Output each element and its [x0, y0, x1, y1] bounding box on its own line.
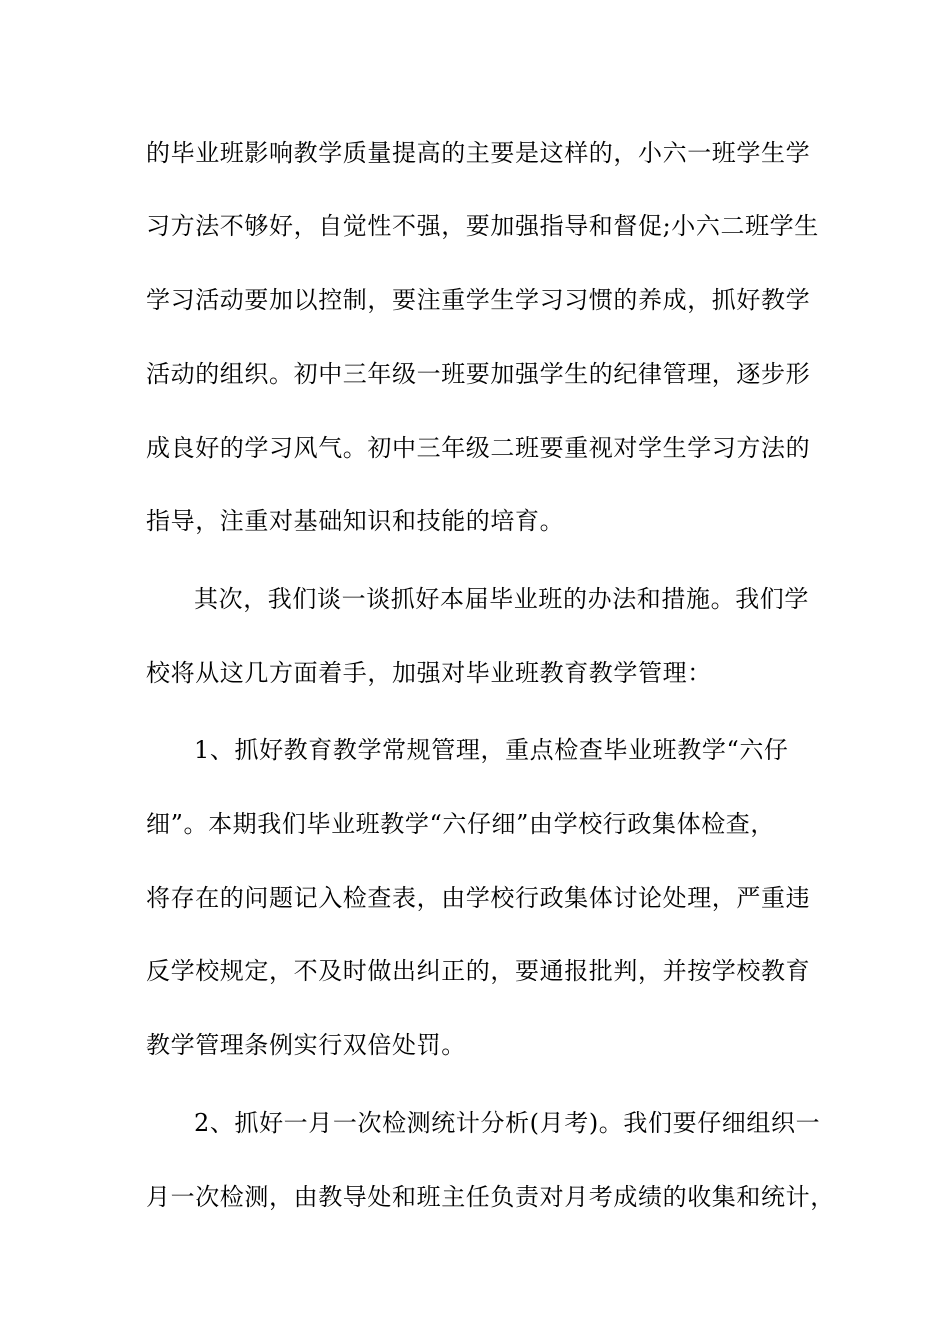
body-text-line: 细”。本期我们毕业班教学“六仔细”由学校行政集体检查，: [146, 810, 776, 838]
body-text-line: 月一次检测，由教导处和班主任负责对月考成绩的收集和统计，: [146, 1183, 835, 1211]
body-text-line: 校将从这几方面着手，加强对毕业班教育教学管理：: [146, 659, 712, 687]
body-text-line: 将存在的问题记入检查表，由学校行政集体讨论处理，严重违: [146, 884, 811, 912]
body-text-line: 指导，注重对基础知识和技能的培育。: [146, 507, 565, 535]
paragraph-first-line: 其次，我们谈一谈抓好本届毕业班的办法和措施。我们学: [194, 585, 809, 613]
body-text-line: 成良好的学习风气。初中三年级二班要重视对学生学习方法的: [146, 434, 811, 462]
list-item-2-first-line: 2、抓好一月一次检测统计分析(月考)。我们要仔细组织一: [194, 1109, 821, 1137]
body-text-line: 的毕业班影响教学质量提高的主要是这样的，小六一班学生学: [146, 139, 811, 167]
body-text-line: 反学校规定，不及时做出纠正的，要通报批判，并按学校教育: [146, 957, 811, 985]
body-text-line: 习方法不够好，自觉性不强，要加强指导和督促;小六二班学生: [146, 212, 819, 240]
body-text-line: 教学管理条例实行双倍处罚。: [146, 1031, 466, 1059]
body-text-line: 学习活动要加以控制，要注重学生学习习惯的养成，抓好教学: [146, 286, 811, 314]
list-item-1-first-line: 1、抓好教育教学常规管理，重点检查毕业班教学“六仔: [194, 736, 789, 764]
body-text-line: 活动的组织。初中三年级一班要加强学生的纪律管理，逐步形: [146, 360, 811, 388]
